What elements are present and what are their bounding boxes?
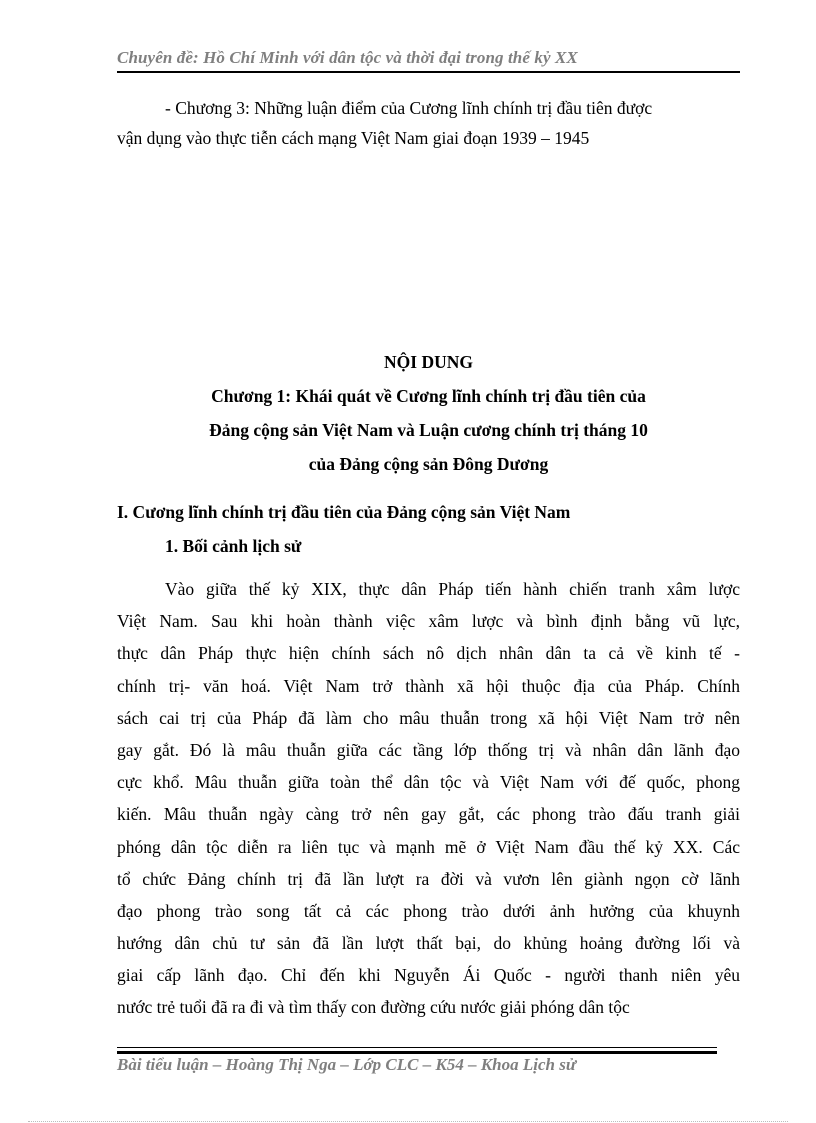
paragraph-line: tổ chức Đảng chính trị đã lần lượt ra đời và vươn lên giành ngọn cờ lãnh bbox=[117, 868, 740, 889]
intro-line: - Chương 3: Những luận điểm của Cương lĩnh chính trị đầu tiên được bbox=[165, 98, 653, 118]
paragraph-line: sách cai trị của Pháp đã làm cho mâu thuẫn trong xã hội Việt Nam trở nên bbox=[117, 707, 740, 728]
page-header: Chuyên đề: Hồ Chí Minh với dân tộc và thời đại trong thế kỷ XX bbox=[117, 48, 740, 73]
page-boundary bbox=[28, 1121, 788, 1122]
paragraph-line: phóng dân tộc diễn ra liên tục và mạnh mẽ ở Việt Nam đầu thế kỷ XX. Các bbox=[117, 836, 740, 857]
footer-divider bbox=[117, 1047, 717, 1048]
paragraph-line: cực khổ. Mâu thuẫn giữa toàn thể dân tộc và Việt Nam với đế quốc, phong bbox=[117, 772, 740, 793]
paragraph-line: chính trị- văn hoá. Việt Nam trở thành xã hội thuộc địa của Pháp. Chính bbox=[117, 675, 740, 696]
paragraph-line: kiến. Mâu thuẫn ngày càng trở nên gay gắt, các phong trào đấu tranh giải bbox=[117, 804, 740, 825]
chapter-title-line: Chương 1: Khái quát về Cương lĩnh chính trị đầu tiên của bbox=[211, 386, 646, 406]
section-title: I. Cương lĩnh chính trị đầu tiên của Đảng cộng sản Việt Nam bbox=[117, 502, 571, 522]
paragraph-line: Việt Nam. Sau khi hoàn thành việc xâm lược và bình định bằng vũ lực, bbox=[117, 611, 740, 632]
intro-line: vận dụng vào thực tiễn cách mạng Việt Nam giai đoạn 1939 – 1945 bbox=[117, 128, 590, 148]
body-paragraph bbox=[117, 573, 740, 1024]
paragraph-line: thực dân Pháp thực hiện chính sách nô dịch nhân dân ta cả về kinh tế - bbox=[117, 643, 740, 664]
content-title: NỘI DUNG bbox=[384, 352, 473, 372]
paragraph-line: Vào giữa thế kỷ XIX, thực dân Pháp tiến hành chiến tranh xâm lược bbox=[165, 579, 740, 599]
subsection-title: 1. Bối cảnh lịch sử bbox=[165, 536, 302, 556]
chapter-title-line: của Đảng cộng sản Đông Dương bbox=[308, 454, 549, 474]
intro-paragraph bbox=[117, 93, 717, 153]
chapter-heading-block bbox=[117, 345, 740, 481]
paragraph-line: hướng dân chủ tư sản đã lần lượt thất bại, do khủng hoảng đường lối và bbox=[117, 933, 740, 954]
paragraph-line: đạo phong trào song tất cả các phong trào dưới ảnh hưởng của khuynh bbox=[117, 900, 740, 921]
paragraph-line: giai cấp lãnh đạo. Chỉ đến khi Nguyễn Ái Quốc - người thanh niên yêu bbox=[117, 965, 740, 986]
chapter-title-line: Đảng cộng sản Việt Nam và Luận cương chính trị tháng 10 bbox=[209, 420, 648, 440]
page-footer: Bài tiểu luận – Hoàng Thị Nga – Lớp CLC – K54 – Khoa Lịch sử bbox=[117, 1055, 577, 1074]
footer-divider bbox=[117, 1051, 717, 1054]
paragraph-line: nước trẻ tuổi đã ra đi và tìm thấy con đường cứu nước giải phóng dân tộc bbox=[117, 997, 630, 1018]
paragraph-line: gay gắt. Đó là mâu thuẫn giữa các tầng lớp thống trị và nhân dân lãnh đạo bbox=[117, 739, 740, 760]
